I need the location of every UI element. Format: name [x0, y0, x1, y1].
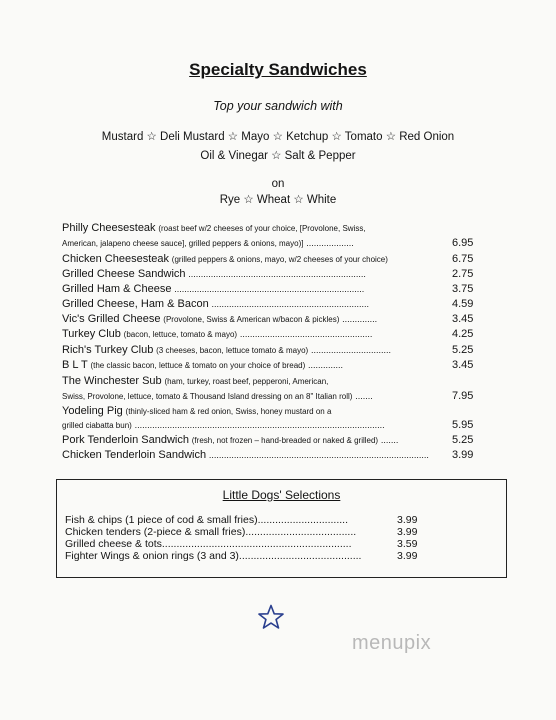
item-description: (the classic bacon, lettuce & tomato on your choice of bread) [90, 361, 306, 370]
item-description: grilled ciabatta bun) [62, 421, 132, 430]
watermark-logo: menupix [352, 632, 432, 654]
item-name: Grilled cheese & tots [65, 538, 162, 550]
item-price: 3.59 [397, 538, 418, 550]
item-price: 4.25 [452, 328, 474, 340]
item-description: (Provolone, Swiss & American w/bacon & pickles) [163, 315, 340, 324]
toppings-subtitle: Top your sandwich with [213, 99, 343, 113]
kids-menu-item [65, 526, 356, 538]
item-name: Grilled Cheese Sandwich [62, 268, 186, 280]
item-name: Turkey Club [62, 328, 121, 340]
dot-leader: .................................................................................................... [134, 420, 385, 430]
item-name: Rich's Turkey Club [62, 344, 154, 356]
item-price: 5.25 [452, 344, 474, 356]
item-price: 3.45 [452, 359, 474, 371]
item-description: (bacon, lettuce, tomato & mayo) [123, 330, 238, 339]
kids-menu-title: Little Dogs' Selections [222, 488, 341, 502]
dot-leader: .............. [342, 314, 378, 324]
dot-leader: ............................................................................ [174, 284, 365, 294]
item-name: The Winchester Sub [62, 375, 162, 387]
dot-leader: ....... [380, 435, 399, 445]
menu-item [62, 375, 512, 388]
item-name: Philly Cheesesteak [62, 222, 156, 234]
item-price: 6.95 [452, 237, 474, 249]
menu-item [62, 328, 512, 341]
dot-leader: ........................................................................................ [208, 450, 429, 460]
kids-menu-box [56, 479, 507, 578]
item-price: 5.95 [452, 419, 474, 431]
item-price: 3.99 [397, 514, 418, 526]
item-name: Vic's Grilled Cheese [62, 313, 161, 325]
menu-item [62, 222, 512, 235]
dot-leader: ................................................................. [161, 538, 352, 550]
item-name: B L T [62, 359, 88, 371]
item-name: Chicken tenders (2-piece & small fries) [65, 526, 246, 538]
menu-item [62, 359, 512, 372]
menu-item [62, 434, 512, 447]
item-description: (grilled peppers & onions, mayo, w/2 cheeses of your choice) [171, 255, 388, 264]
item-price: 3.99 [397, 526, 418, 538]
kids-menu-item [65, 514, 348, 526]
item-description: American, jalapeno cheese sauce], grilled peppers & onions, mayo)] [62, 239, 304, 248]
item-price: 2.75 [452, 268, 474, 280]
dot-leader: .......................................... [238, 550, 362, 562]
menu-item-description-line [62, 419, 512, 432]
item-name: Fish & chips (1 piece of cod & small fries) [65, 514, 258, 526]
kids-menu-item [65, 538, 352, 550]
item-price: 4.59 [452, 298, 474, 310]
item-name: Grilled Cheese, Ham & Bacon [62, 298, 209, 310]
menu-item [62, 313, 512, 326]
menu-item-description-line [62, 390, 512, 403]
item-price: 3.75 [452, 283, 474, 295]
kids-menu-item [65, 550, 361, 562]
item-name: Pork Tenderloin Sandwich [62, 434, 189, 446]
item-description: (3 cheeses, bacon, lettuce tomato & mayo) [156, 346, 309, 355]
dot-leader: ....................................................................... [188, 269, 366, 279]
item-price: 7.95 [452, 390, 474, 402]
item-price: 3.99 [452, 449, 474, 461]
item-description: Swiss, Provolone, lettuce, tomato & Thousand Island dressing on an 8" Italian roll) [62, 392, 353, 401]
dot-leader: .............. [308, 360, 344, 370]
item-name: Yodeling Pig [62, 405, 123, 417]
item-price: 3.45 [452, 313, 474, 325]
item-description: (thinly-sliced ham & red onion, Swiss, honey mustard on a [125, 407, 332, 416]
item-description: (fresh, not frozen – hand-breaded or naked & grilled) [191, 436, 379, 445]
item-price: 5.25 [452, 434, 474, 446]
item-name: Fighter Wings & onion rings (3 and 3) [65, 550, 239, 562]
bread-options: Rye ☆ Wheat ☆ White [219, 194, 337, 206]
item-description: (roast beef w/2 cheeses of your choice, [Provolone, Swiss, [158, 224, 366, 233]
item-price: 3.99 [397, 550, 418, 562]
dot-leader: ...................................... [245, 526, 357, 538]
dot-leader: ................................ [311, 345, 392, 355]
item-name: Chicken Tenderloin Sandwich [62, 449, 207, 461]
item-description: (ham, turkey, roast beef, pepperoni, American, [164, 377, 329, 386]
on-label: on [271, 178, 285, 190]
dot-leader: ....... [355, 391, 373, 401]
menu-item [62, 268, 512, 281]
menu-item-description-line [62, 237, 512, 250]
menu-item [62, 253, 512, 266]
dot-leader: ..................................................... [239, 329, 373, 339]
page-title: Specialty Sandwiches [189, 60, 367, 79]
menu-item [62, 283, 512, 296]
toppings-list-continued: Oil & Vinegar ☆ Salt & Pepper [200, 150, 356, 162]
item-price: 6.75 [452, 253, 474, 265]
star-outline-icon [258, 604, 284, 630]
dot-leader: ................... [306, 238, 354, 248]
dot-leader: ............................... [257, 514, 349, 526]
dot-leader: ............................................................... [211, 299, 370, 309]
menu-item [62, 405, 512, 418]
menu-item [62, 449, 512, 462]
toppings-list: Mustard ☆ Deli Mustard ☆ Mayo ☆ Ketchup ☆ Tomato ☆ Red Onion [101, 131, 455, 143]
item-name: Grilled Ham & Cheese [62, 283, 172, 295]
menu-item [62, 298, 512, 311]
item-name: Chicken Cheesesteak [62, 253, 170, 265]
menu-item [62, 344, 512, 357]
